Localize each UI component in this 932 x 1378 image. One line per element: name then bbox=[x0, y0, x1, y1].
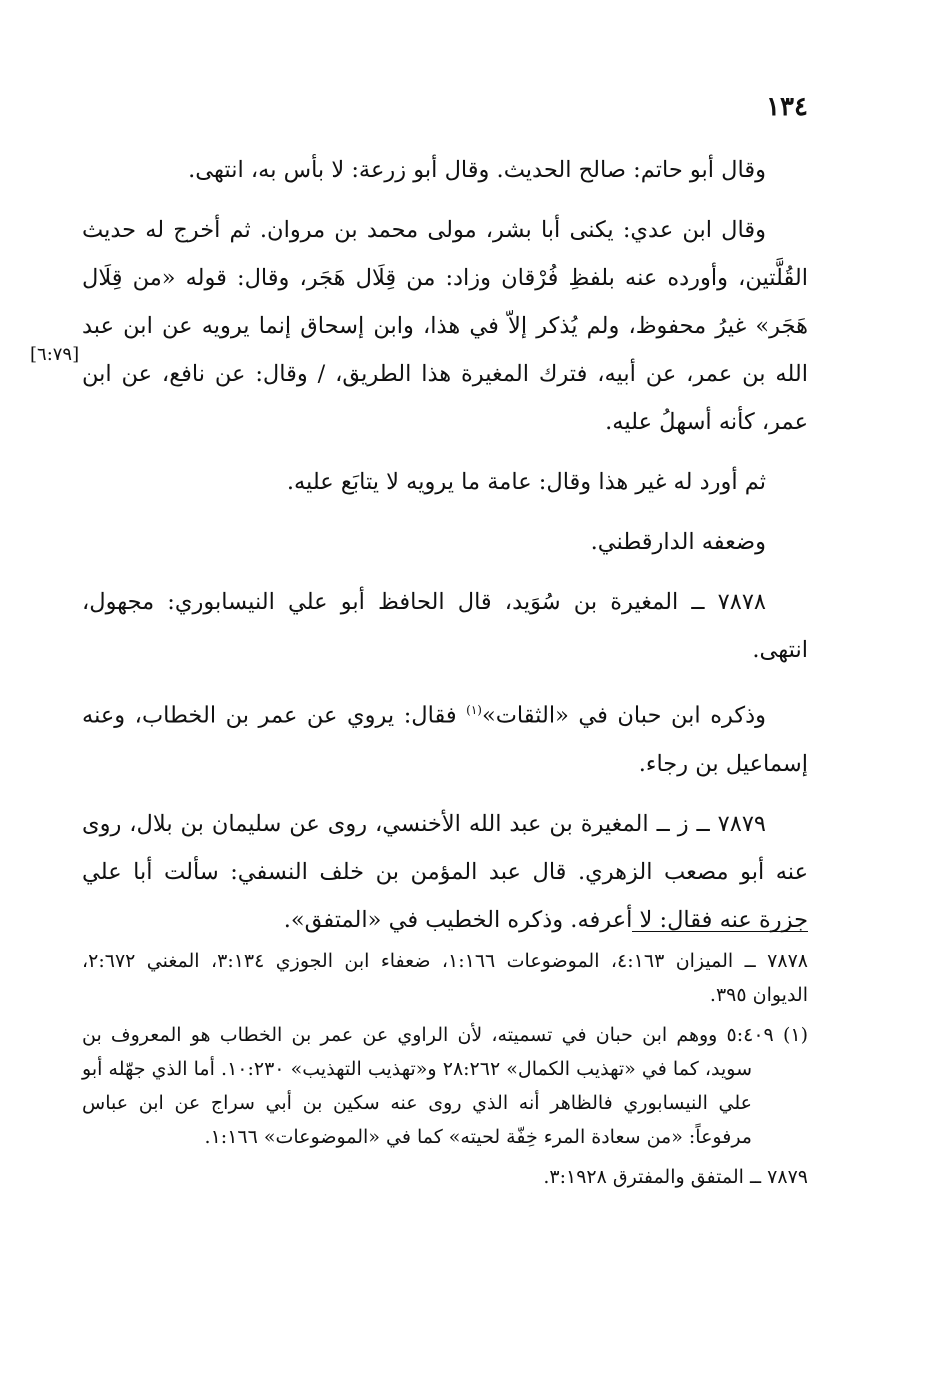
footnote-marker: (١) bbox=[466, 703, 482, 717]
margin-reference: [٦:٧٩] bbox=[30, 344, 80, 365]
paragraph-awrada: ثم أورد له غير هذا وقال: عامة ما يرويه لا يتابَع عليه. bbox=[286, 469, 766, 495]
paragraph-daraqutni: وضعفه الدارقطني. bbox=[590, 529, 766, 555]
footnote-1: (١) ٥:٤٠٩ ووهم ابن حبان في تسميته، لأن الراوي عن عمر بن الخطاب هو المعروف بن سويد، كما في «تهذيب الكمال» ٢٨:٢٦٢ و«تهذيب التهذيب» ١٠:٢٣٠. أما الذي جهّله أبو علي النيسابوري فالظاهر أنه الذي روى عنه سكين بن أبي سراج عن ابن عباس مرفوعاً: «من سعادة المرء خِفّة لحيته» كما في «الموضوعات» ١:١٦٦. bbox=[82, 1024, 809, 1148]
page-number: ١٣٤ bbox=[766, 92, 808, 122]
footnote-7878: ٧٨٧٨ ــ الميزان ٤:١٦٣، الموضوعات ١:١٦٦، ضعفاء ابن الجوزي ٣:١٣٤، المغني ٢:٦٧٢، الديوان ٣٩٥. bbox=[82, 950, 808, 1006]
entry-7879: ٧٨٧٩ ــ ز ــ المغيرة بن عبد الله الأخنسي، روى عن سليمان بن بلال، روى عنه أبو مصعب الزهري. قال عبد المؤمن بن خلف النسفي: سألت أبا علي جزرة عنه فقال: لا أعرفه. وذكره الخطيب في «المتفق». bbox=[82, 810, 808, 933]
paragraph-ibn-adi: وقال ابن عدي: يكنى أبا بشر، مولى محمد بن مروان. ثم أخرج له حديث القُلَّتين، وأورده عنه بلفظِ فُرْقان وزاد: من قِلَال هَجَر، وقال: قوله «من قِلَال هَجَر» غيرُ محفوظ، ولم يُذكر إلاّ في هذا، وابن إسحاق إنما يرويه عن ابن عبد الله بن عمر، عن أبيه، فترك المغيرة هذا الطريق، / وقال: عن نافع، عن ابن عمر، كأنه أسهلُ عليه. bbox=[82, 217, 808, 435]
entry-7878: ٧٨٧٨ ــ المغيرة بن سُوَيد، قال الحافظ أبو علي النيسابوري: مجهول، انتهى. bbox=[82, 589, 808, 663]
footnote-divider bbox=[632, 931, 808, 932]
ibn-hibban-text-b: فقال: يروي عن عمر بن الخطاب، وعنه إسماعيل بن رجاء. bbox=[82, 702, 808, 777]
footnote-7879: ٧٨٧٩ ــ المتفق والمفترق ٣:١٩٢٨. bbox=[543, 1166, 808, 1188]
paragraph-abu-hatim: وقال أبو حاتم: صالح الحديث. وقال أبو زرعة: لا بأس به، انتهى. bbox=[188, 157, 766, 183]
ibn-hibban-text-a: وذكره ابن حبان في «الثقات» bbox=[481, 702, 767, 729]
paragraph-ibn-hibban bbox=[82, 686, 808, 788]
footnotes bbox=[82, 944, 808, 1200]
main-text bbox=[82, 146, 808, 956]
